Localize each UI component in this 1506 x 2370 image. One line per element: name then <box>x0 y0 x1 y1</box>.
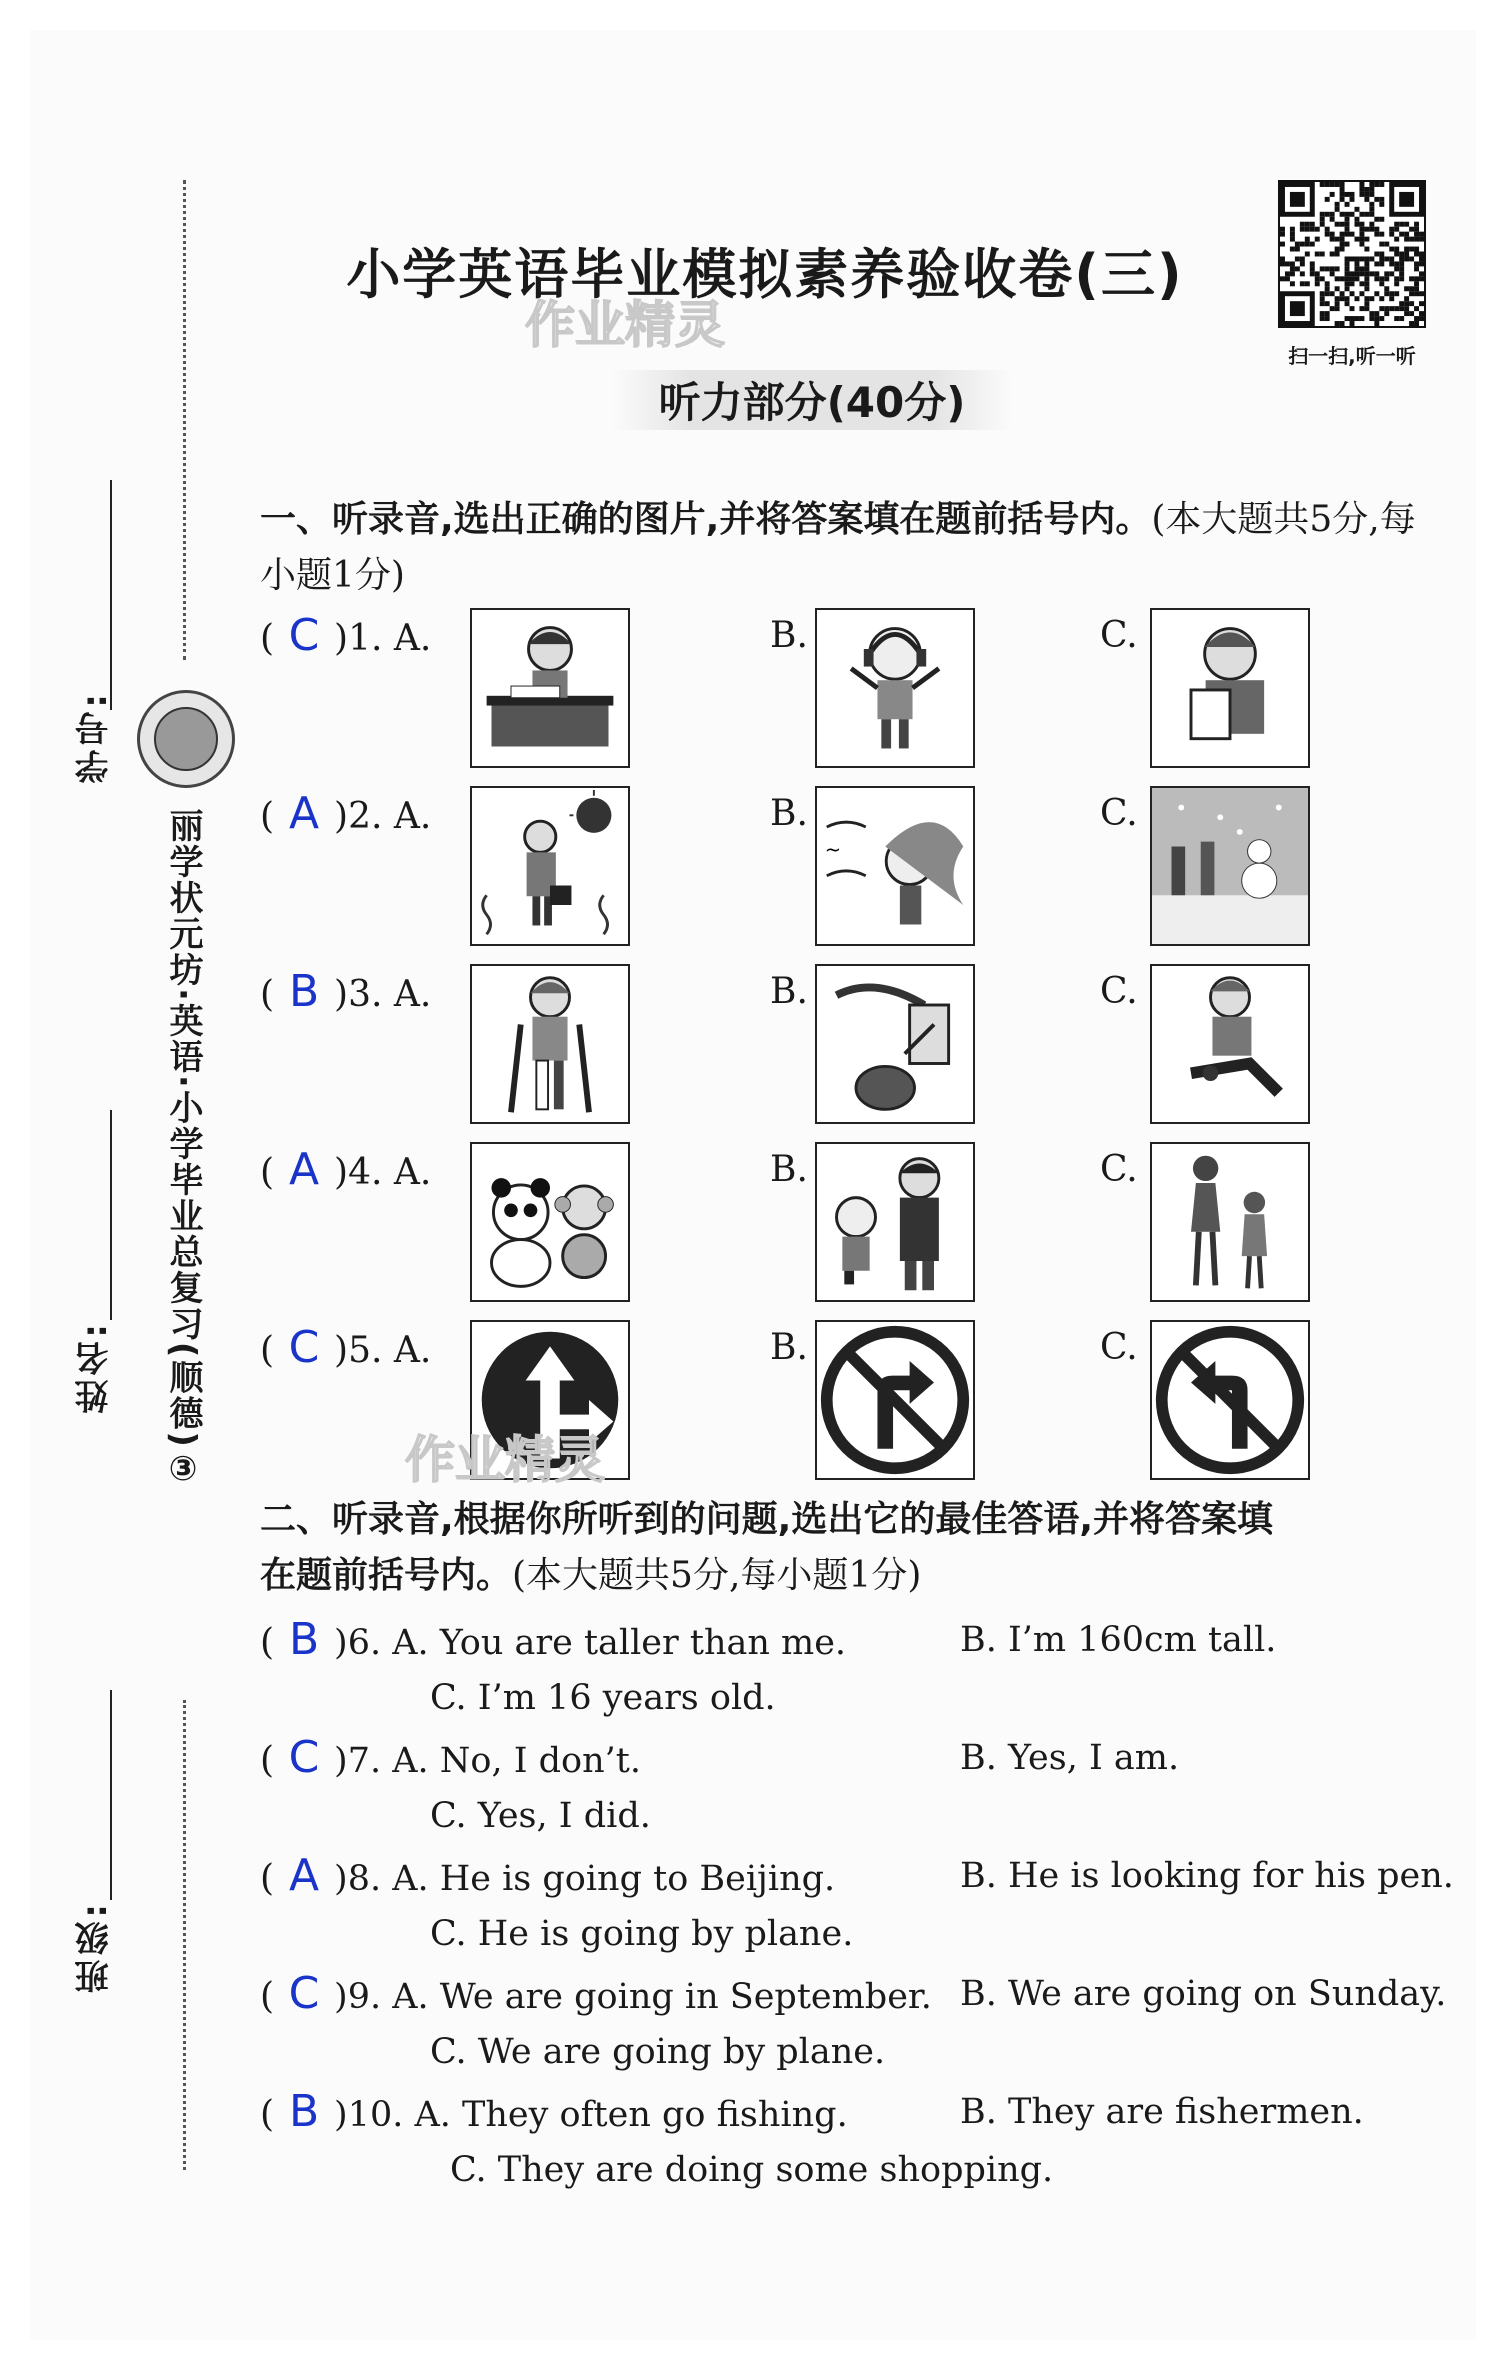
question-number: )2. A. <box>334 796 432 837</box>
option-c-text: C. They are doing some shopping. <box>450 2150 1054 2190</box>
section1-heading <box>260 492 1420 604</box>
answer-mark[interactable]: A <box>288 1144 320 1195</box>
boy-reading-book-icon[interactable] <box>1150 608 1310 768</box>
option-b-text: B. He is looking for his pen. <box>960 1856 1454 1896</box>
option-a-text: )7. A. No, I don’t. <box>334 1741 641 1781</box>
question-row <box>260 786 1420 946</box>
question-number: )5. A. <box>334 1330 432 1371</box>
question-lead <box>260 786 431 845</box>
section1-heading-note: (本大题共5分,每小题1分) <box>260 499 1416 596</box>
paren-open: ( <box>260 1330 275 1371</box>
boy-hurt-knee-icon[interactable] <box>1150 964 1310 1124</box>
question-row <box>260 1142 1420 1302</box>
series-title: 丽学状元坊·英语·小学毕业总复习(顺德)③ <box>163 808 203 1491</box>
qr-caption: 扫一扫,听一听 <box>1288 344 1416 368</box>
question-row <box>260 1966 1447 2025</box>
watermark: 作业精灵 <box>405 1431 605 1489</box>
answer-mark[interactable]: B <box>288 2086 320 2137</box>
option-c-text: C. I’m 16 years old. <box>430 1678 776 1718</box>
two-women-icon[interactable] <box>1150 1142 1310 1302</box>
student-id-label: 学号: <box>75 690 115 784</box>
name-label: 姓名: <box>75 1320 115 1414</box>
no-right-turn-sign-icon[interactable] <box>815 1320 975 1480</box>
question-row <box>260 1848 1454 1907</box>
paren-open: ( <box>260 1858 275 1899</box>
section1-heading-text: 一、听录音,选出正确的图片,并将答案填在题前括号内。 <box>260 499 1152 540</box>
paren-open: ( <box>260 1622 275 1663</box>
option-c-text: C. He is going by plane. <box>430 1914 854 1954</box>
publisher-logo <box>137 690 235 788</box>
baby-and-man-icon[interactable] <box>815 1142 975 1302</box>
hot-weather-icon[interactable] <box>470 786 630 946</box>
option-b-text: B. I’m 160cm tall. <box>960 1620 1277 1660</box>
option-a-text: )6. A. You are taller than me. <box>334 1623 847 1663</box>
option-b-text: B. Yes, I am. <box>960 1738 1180 1778</box>
name-blank[interactable] <box>110 1110 112 1320</box>
answer-mark[interactable]: A <box>288 788 320 839</box>
option-b-label: B. <box>770 1327 808 1368</box>
answer-mark[interactable]: C <box>288 1322 320 1373</box>
paren-open: ( <box>260 1976 275 2017</box>
paren-open: ( <box>260 974 275 1015</box>
honey-medicine-icon[interactable] <box>815 964 975 1124</box>
answer-mark[interactable]: A <box>288 1850 320 1901</box>
option-c-label: C. <box>1100 971 1138 1012</box>
svg-text:~: ~ <box>824 838 842 862</box>
answer-mark[interactable]: B <box>288 1614 320 1665</box>
part-title: 听力部分(40分) <box>612 370 1012 430</box>
qr-code-icon[interactable] <box>1278 180 1426 328</box>
student-id-blank[interactable] <box>110 480 112 710</box>
option-c-label: C. <box>1100 1149 1138 1190</box>
question-row <box>260 608 1420 768</box>
question-row <box>260 2084 1440 2143</box>
option-b-label: B. <box>770 615 808 656</box>
option-b-label: B. <box>770 793 808 834</box>
paren-open: ( <box>260 796 275 837</box>
paren-open: ( <box>260 1740 275 1781</box>
section2-heading-note: (本大题共5分,每小题1分) <box>512 1555 922 1596</box>
option-a-text: )10. A. They often go fishing. <box>334 2095 848 2135</box>
answer-mark[interactable]: B <box>288 966 320 1017</box>
class-blank[interactable] <box>110 1690 112 1900</box>
boy-at-desk-icon[interactable] <box>470 608 630 768</box>
question-row <box>260 964 1420 1124</box>
paren-open: ( <box>260 2094 275 2135</box>
snowy-scene-icon[interactable] <box>1150 786 1310 946</box>
option-b-text: B. They are fishermen. <box>960 2092 1364 2132</box>
answer-mark[interactable]: C <box>288 1732 320 1783</box>
question-lead <box>260 1142 431 1201</box>
question-lead <box>260 1320 431 1379</box>
option-c-text: C. Yes, I did. <box>430 1796 651 1836</box>
answer-mark[interactable]: C <box>288 610 320 661</box>
question-lead <box>260 608 431 667</box>
paren-open: ( <box>260 1152 275 1193</box>
dotted-margin-line <box>183 1700 186 2170</box>
option-b-text: B. We are going on Sunday. <box>960 1974 1447 2014</box>
question-number: )3. A. <box>334 974 432 1015</box>
option-b-label: B. <box>770 1149 808 1190</box>
no-left-turn-sign-icon[interactable] <box>1150 1320 1310 1480</box>
page-title: 小学英语毕业模拟素养验收卷(三) <box>346 243 1184 306</box>
answer-mark[interactable]: C <box>288 1968 320 2019</box>
question-row <box>260 1730 1440 1789</box>
option-a-text: )8. A. He is going to Beijing. <box>334 1859 836 1899</box>
option-c-text: C. We are going by plane. <box>430 2032 886 2072</box>
section2-heading-line1: 二、听录音,根据你所听到的问题,选出它的最佳答语,并将答案填 <box>260 1499 1274 1540</box>
question-number: )4. A. <box>334 1152 432 1193</box>
option-c-label: C. <box>1100 615 1138 656</box>
option-b-label: B. <box>770 971 808 1012</box>
section2-heading-line2: 在题前括号内。 <box>260 1555 513 1596</box>
watermark: 作业精灵 <box>525 296 725 354</box>
option-a-text: )9. A. We are going in September. <box>334 1977 932 2017</box>
paren-open: ( <box>260 618 275 659</box>
question-number: )1. A. <box>334 618 432 659</box>
boy-with-headphones-icon[interactable] <box>815 608 975 768</box>
panda-monkey-icon[interactable] <box>470 1142 630 1302</box>
section2-heading <box>260 1492 1420 1604</box>
boy-on-crutches-icon[interactable] <box>470 964 630 1124</box>
option-c-label: C. <box>1100 793 1138 834</box>
option-c-label: C. <box>1100 1327 1138 1368</box>
windy-weather-icon[interactable] <box>815 786 975 946</box>
dotted-margin-line <box>183 180 186 660</box>
question-row <box>260 1612 1440 1671</box>
class-label: 班级: <box>75 1900 115 1994</box>
question-lead <box>260 964 431 1023</box>
